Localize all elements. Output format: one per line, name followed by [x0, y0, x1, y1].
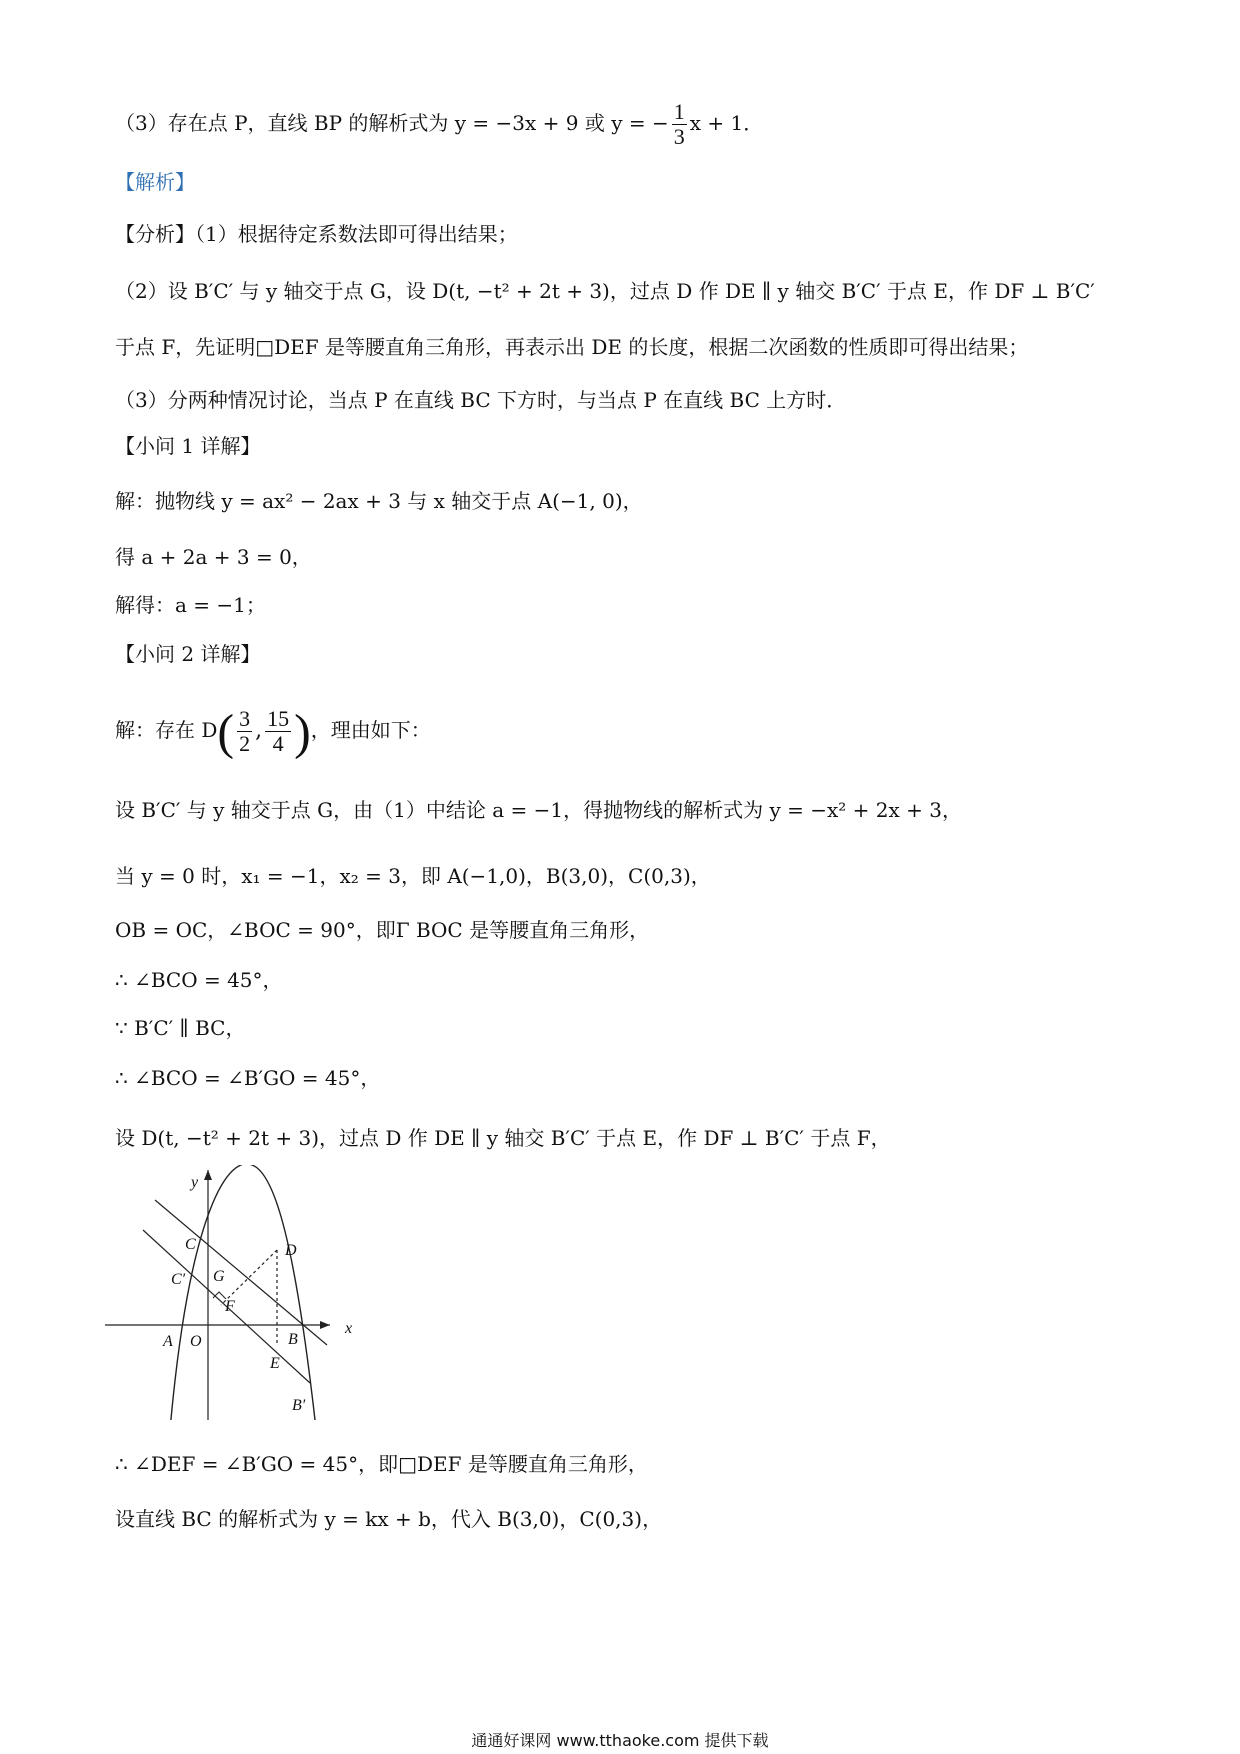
- section-jiexi: 【解析】: [115, 170, 195, 194]
- footer-credit: 通通好课网 www.tthaoke.com 提供下载: [471, 1731, 769, 1750]
- label-b: B: [288, 1331, 298, 1348]
- label-e: E: [270, 1355, 280, 1372]
- analysis-line3: 于点 F，先证明□DEF 是等腰直角三角形，再表示出 DE 的长度，根据二次函数的性质即可得出结果；: [115, 335, 1029, 359]
- q2-solution-line1: 解：存在 D( $\frac{3}{2}$ , $\frac{15}{4}$ )，理由如下：: [115, 703, 431, 760]
- q1-solution-line1: 解：抛物线 y = ax² − 2ax + 3 与 x 轴交于点 A(−1, 0)，: [115, 489, 643, 513]
- q2-solution-line8: 设 D(t, −t² + 2t + 3)，过点 D 作 DE ∥ y 轴交 B′C′ 于点 E，作 DF ⊥ B′C′ 于点 F，: [115, 1126, 891, 1150]
- label-c: C: [185, 1236, 196, 1253]
- q2-solution-line7: ∴ ∠BCO = ∠B′GO = 45°，: [115, 1066, 381, 1090]
- label-b-prime: B′: [292, 1397, 306, 1414]
- fraction-three-halves: $\frac{3}{2}$: [239, 706, 251, 756]
- q1-solution-line2: 得 a + 2a + 3 = 0，: [115, 545, 312, 569]
- analysis-line1: 【分析】（1）根据待定系数法即可得出结果；: [115, 222, 518, 246]
- q2-solution-line4: OB = OC，∠BOC = 90°，即Γ BOC 是等腰直角三角形，: [115, 918, 650, 942]
- label-o: O: [190, 1333, 202, 1350]
- q2-solution-line6: ∵ B′C′ ∥ BC，: [115, 1016, 246, 1040]
- analysis-line4: （3）分两种情况讨论，当点 P 在直线 BC 下方时，与当点 P 在直线 BC 上方时．: [115, 388, 847, 412]
- label-a: A: [163, 1333, 173, 1350]
- y-axis-arrow: [204, 1170, 212, 1180]
- parabola-figure: [105, 1165, 385, 1420]
- answer-part3: （3）存在点 P，直线 BP 的解析式为 y = −3x + 9 或 y = − $\frac{1}{3}$ x + 1．: [115, 99, 764, 149]
- q2-solution-line2: 设 B′C′ 与 y 轴交于点 G，由（1）中结论 a = −1，得抛物线的解析式为 y = −x² + 2x + 3，: [115, 798, 962, 822]
- label-c-prime: C′: [171, 1271, 186, 1288]
- analysis-line2: （2）设 B′C′ 与 y 轴交于点 G，设 D(t, −t² + 2t + 3)，过点 D 作 DE ∥ y 轴交 B′C′ 于点 E，作 DF ⊥ B′C′: [115, 279, 1095, 303]
- segment-df: [221, 1250, 277, 1305]
- label-f: F: [225, 1298, 235, 1315]
- fraction-fifteen-fourths: $\frac{15}{4}$: [267, 706, 290, 756]
- x-axis-arrow: [320, 1321, 330, 1329]
- parabola-curve: [170, 1165, 315, 1420]
- q2-solution-line5: ∴ ∠BCO = 45°，: [115, 968, 283, 992]
- q2-solution-line10: 设直线 BC 的解析式为 y = kx + b，代入 B(3,0)，C(0,3)，: [115, 1507, 663, 1531]
- label-y: y: [191, 1174, 199, 1191]
- q2-solution-line9: ∴ ∠DEF = ∠B′GO = 45°，即□DEF 是等腰直角三角形，: [115, 1452, 648, 1476]
- q1-solution-line3: 解得：a = −1；: [115, 593, 266, 617]
- label-d: D: [285, 1242, 297, 1259]
- label-x: x: [345, 1320, 353, 1337]
- fraction-one-third: $\frac{1}{3}$: [673, 99, 685, 149]
- q2-solution-line3: 当 y = 0 时，x₁ = −1，x₂ = 3，即 A(−1,0)，B(3,0)，C(0,3)，: [115, 864, 711, 888]
- label-g: G: [213, 1268, 225, 1285]
- sub-question-2-heading: 【小问 2 详解】: [115, 642, 261, 666]
- sub-question-1-heading: 【小问 1 详解】: [115, 434, 261, 458]
